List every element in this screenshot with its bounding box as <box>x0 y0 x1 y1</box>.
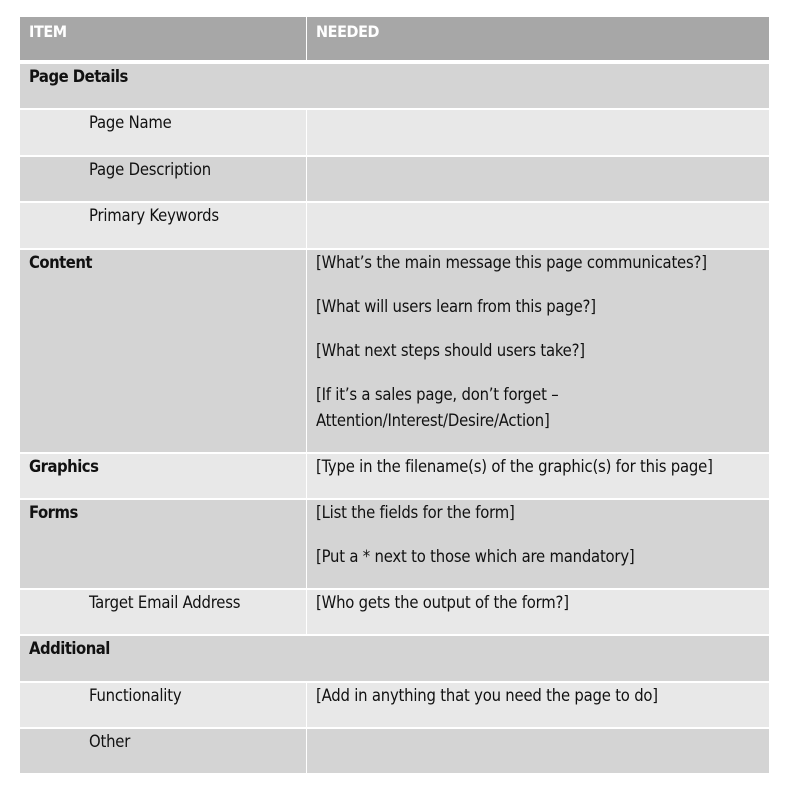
content-line-sales-page: [If it’s a sales page, don’t forget – <box>316 385 559 404</box>
row-value-functionality[interactable]: [Add in anything that you need the page to do] <box>316 686 658 705</box>
row-value-target-email[interactable]: [Who gets the output of the form?] <box>316 593 569 612</box>
table-row-page-name <box>20 110 769 157</box>
row-label-primary-keywords: Primary Keywords <box>20 203 307 248</box>
row-value-page-description[interactable] <box>307 157 769 201</box>
row-value-page-name[interactable] <box>307 110 769 155</box>
table-row-primary-keywords <box>20 203 769 250</box>
table-row-other <box>20 729 769 773</box>
content-line-aida: Attention/Interest/Desire/Action] <box>316 411 550 430</box>
table-row-forms <box>20 500 769 590</box>
row-label-functionality: Functionality <box>20 683 307 727</box>
section-row-page-details <box>20 64 769 110</box>
row-label-content: Content <box>20 250 307 452</box>
row-value-primary-keywords[interactable] <box>307 203 769 248</box>
row-value-other[interactable] <box>307 729 769 773</box>
row-label-page-name: Page Name <box>20 110 307 155</box>
section-label-page-details: Page Details <box>29 67 128 86</box>
row-value-content[interactable] <box>307 250 769 452</box>
header-needed: NEEDED <box>316 22 380 41</box>
section-label-additional: Additional <box>29 639 110 658</box>
forms-line-mandatory: [Put a * next to those which are mandatory] <box>316 547 635 566</box>
row-label-other: Other <box>20 729 307 773</box>
row-value-forms[interactable] <box>307 500 769 588</box>
table-row-graphics <box>20 454 769 500</box>
content-line-users-learn: [What will users learn from this page?] <box>316 297 596 316</box>
table-row-page-description <box>20 157 769 203</box>
table-header-row <box>20 17 769 64</box>
row-value-graphics[interactable]: [Type in the filename(s) of the graphic(s) for this page] <box>316 457 713 476</box>
table-row-target-email <box>20 590 769 636</box>
row-label-page-description: Page Description <box>20 157 307 201</box>
content-line-next-steps: [What next steps should users take?] <box>316 341 585 360</box>
requirements-table <box>20 17 769 773</box>
row-label-graphics: Graphics <box>20 454 307 498</box>
table-row-functionality <box>20 683 769 729</box>
section-row-additional <box>20 636 769 683</box>
row-label-target-email: Target Email Address <box>20 590 307 634</box>
header-item: ITEM <box>20 17 307 60</box>
table-row-content <box>20 250 769 454</box>
forms-line-fields: [List the fields for the form] <box>316 503 515 522</box>
row-label-forms: Forms <box>20 500 307 588</box>
content-line-main-message: [What’s the main message this page communicates?] <box>316 253 707 272</box>
